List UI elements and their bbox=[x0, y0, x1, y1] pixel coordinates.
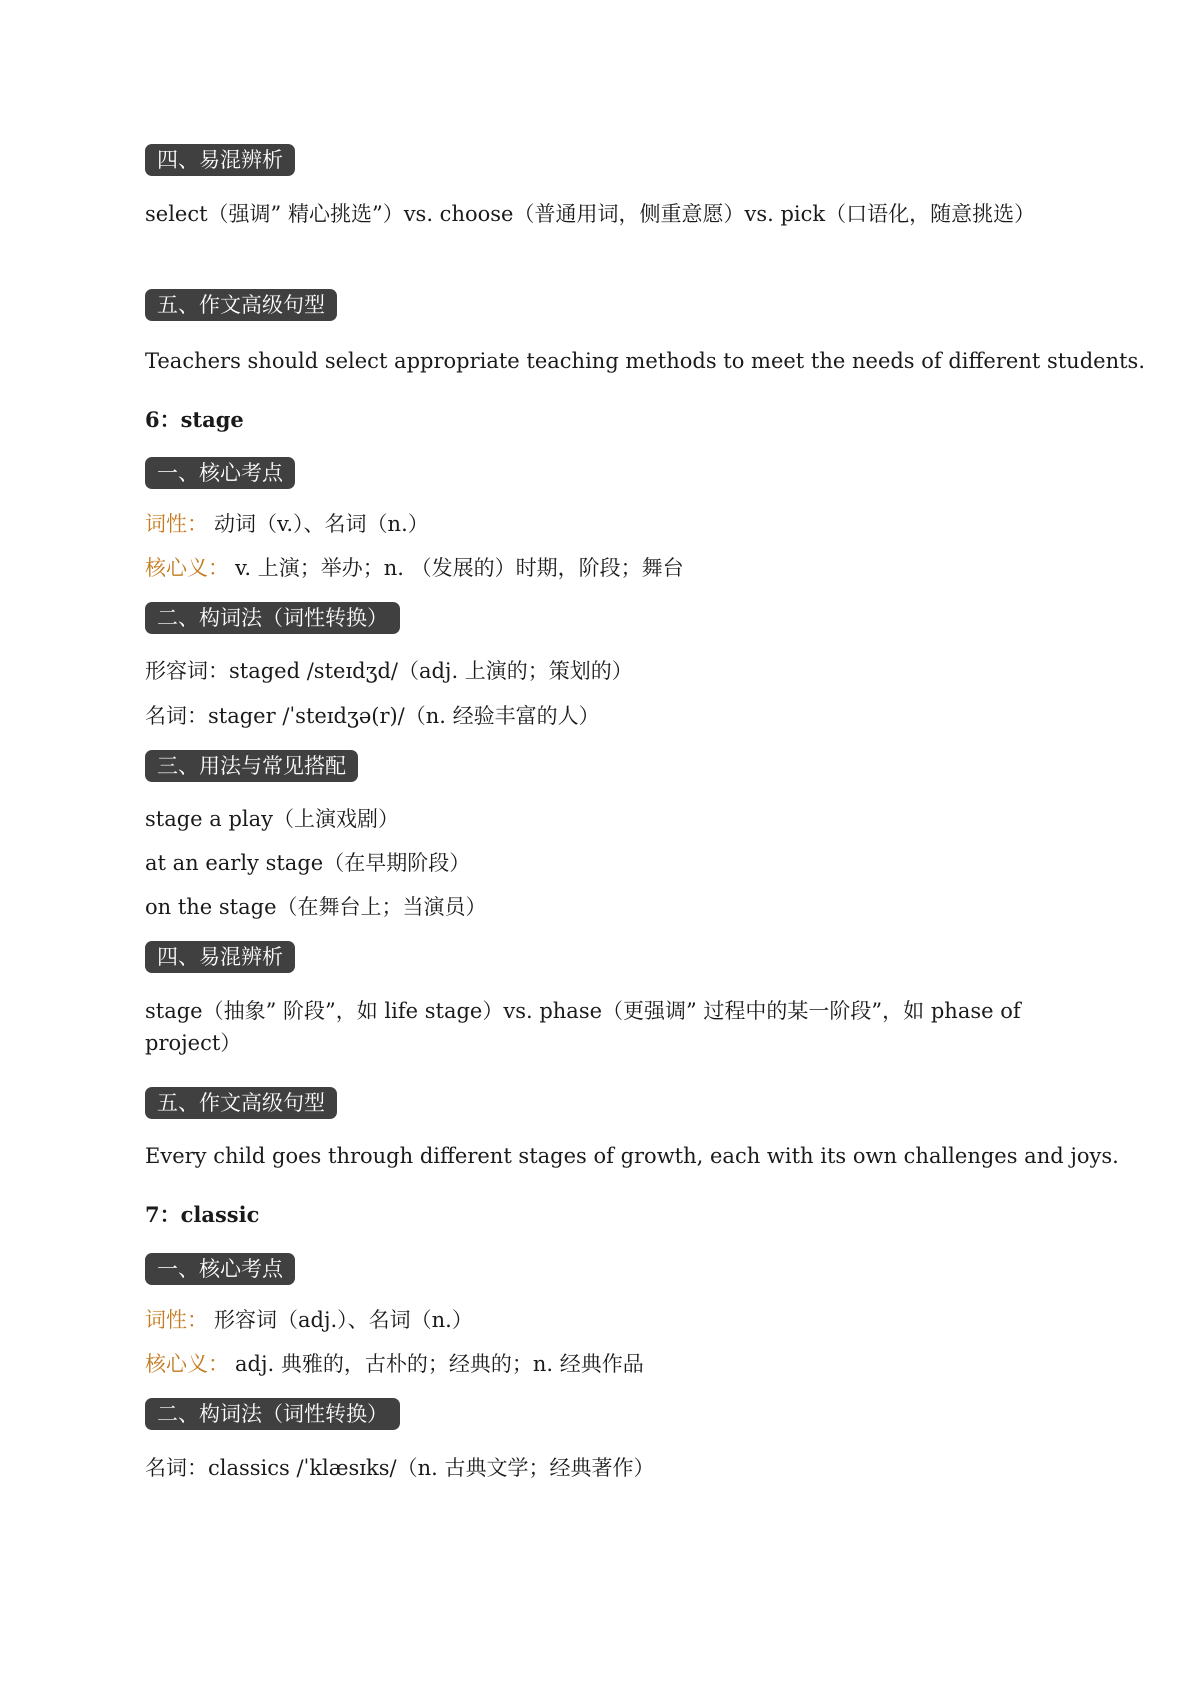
text-line: 名词：classics /ˈklæsɪks/（n. 古典文学；经典著作） bbox=[145, 1456, 655, 1480]
labeled-line bbox=[145, 508, 429, 540]
field-value: 动词（v.）、名词（n.） bbox=[214, 512, 429, 536]
paragraph: stage（抽象” 阶段”，如 life stage）vs. phase（更强调” 过程中的某一阶段”，如 phase of project） bbox=[145, 999, 1021, 1055]
section-tag: 三、用法与常见搭配 bbox=[145, 750, 358, 782]
text-line: at an early stage（在早期阶段） bbox=[145, 851, 471, 875]
field-label: 核心义： bbox=[145, 556, 229, 580]
section-tag: 一、核心考点 bbox=[145, 457, 295, 489]
field-value: 形容词（adj.）、名词（n.） bbox=[214, 1308, 473, 1332]
field-value: adj. 典雅的，古朴的；经典的；n. 经典作品 bbox=[235, 1352, 644, 1376]
text-line: 名词：stager /ˈsteɪdʒə(r)/（n. 经验丰富的人） bbox=[145, 704, 600, 728]
text-line: stage a play（上演戏剧） bbox=[145, 807, 400, 831]
text-line: Teachers should select appropriate teaching methods to meet the needs of different students. bbox=[145, 349, 1145, 373]
section-tag: 五、作文高级句型 bbox=[145, 289, 337, 321]
field-label: 词性： bbox=[145, 1308, 208, 1332]
section-tag: 四、易混辨析 bbox=[145, 941, 295, 973]
labeled-line bbox=[145, 1304, 473, 1336]
labeled-line bbox=[145, 552, 684, 584]
section-tag: 五、作文高级句型 bbox=[145, 1087, 337, 1119]
section-tag: 二、构词法（词性转换） bbox=[145, 602, 400, 634]
field-label: 词性： bbox=[145, 512, 208, 536]
labeled-line bbox=[145, 1348, 644, 1380]
field-label: 核心义： bbox=[145, 1352, 229, 1376]
word-heading: 7：classic bbox=[145, 1202, 260, 1227]
section-tag: 一、核心考点 bbox=[145, 1253, 295, 1285]
section-tag: 四、易混辨析 bbox=[145, 144, 295, 176]
section-tag: 二、构词法（词性转换） bbox=[145, 1398, 400, 1430]
text-line: 形容词：staged /steɪdʒd/（adj. 上演的；策划的） bbox=[145, 659, 633, 683]
field-value: v. 上演；举办；n. （发展的）时期，阶段；舞台 bbox=[235, 556, 684, 580]
text-line: on the stage（在舞台上；当演员） bbox=[145, 895, 487, 919]
word-heading: 6：stage bbox=[145, 407, 244, 432]
text-line: Every child goes through different stages of growth, each with its own challenges and joys. bbox=[145, 1144, 1119, 1168]
paragraph: select（强调” 精心挑选”）vs. choose（普通用词，侧重意愿）vs. pick（口语化，随意挑选） bbox=[145, 202, 1036, 226]
